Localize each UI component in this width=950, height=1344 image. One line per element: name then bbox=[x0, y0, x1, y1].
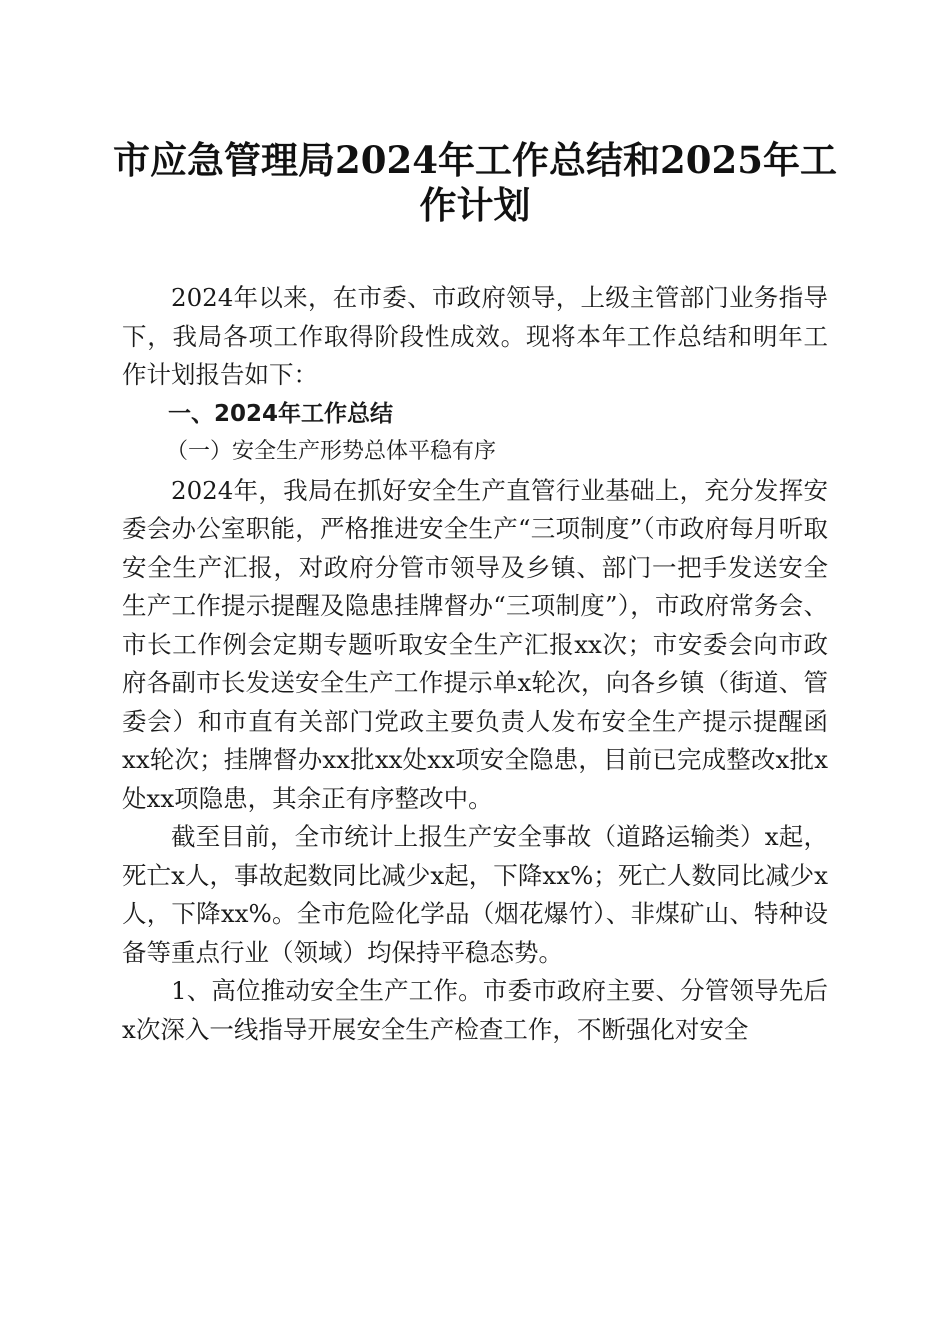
body-paragraph: 截至目前，全市统计上报生产安全事故（道路运输类）x起，死亡x人，事故起数同比减少x起，下降xx%；死亡人数同比减少x人，下降xx%。全市危险化学品（烟花爆竹）、非煤矿山、特种设备等重点行业（领域）均保持平稳态势。 bbox=[122, 822, 828, 967]
document-body bbox=[122, 279, 828, 1049]
subsection-heading: （一）安全生产形势总体平稳有序 bbox=[166, 439, 497, 464]
body-paragraph: 2024年，我局在抓好安全生产直管行业基础上，充分发挥安委会办公室职能，严格推进安全生产“三项制度”（市政府每月听取安全生产汇报，对政府分管市领导及乡镇、部门一把手发送安全生产工作提示提醒及隐患挂牌督办“三项制度”），市政府常务会、市长工作例会定期专题听取安全生产汇报xx次；市安委会向市政府各副市长发送安全生产工作提示单x轮次，向各乡镇（街道、管委会）和市直有关部门党政主要负责人发布安全生产提示提醒函xx轮次；挂牌督办xx批xx处xx项安全隐患，目前已完成整改x批x处xx项隐患，其余正有序整改中。 bbox=[122, 475, 828, 813]
section-heading: 一、2024年工作总结 bbox=[168, 400, 394, 427]
document-title: 市应急管理局2024年工作总结和2025年工作计划 bbox=[113, 138, 837, 227]
body-paragraph: 1、高位推动安全生产工作。市委市政府主要、分管领导先后x次深入一线指导开展安全生产检查工作，不断强化对安全 bbox=[122, 976, 828, 1044]
intro-paragraph: 2024年以来，在市委、市政府领导，上级主管部门业务指导下，我局各项工作取得阶段性成效。现将本年工作总结和明年工作计划报告如下： bbox=[122, 283, 828, 389]
